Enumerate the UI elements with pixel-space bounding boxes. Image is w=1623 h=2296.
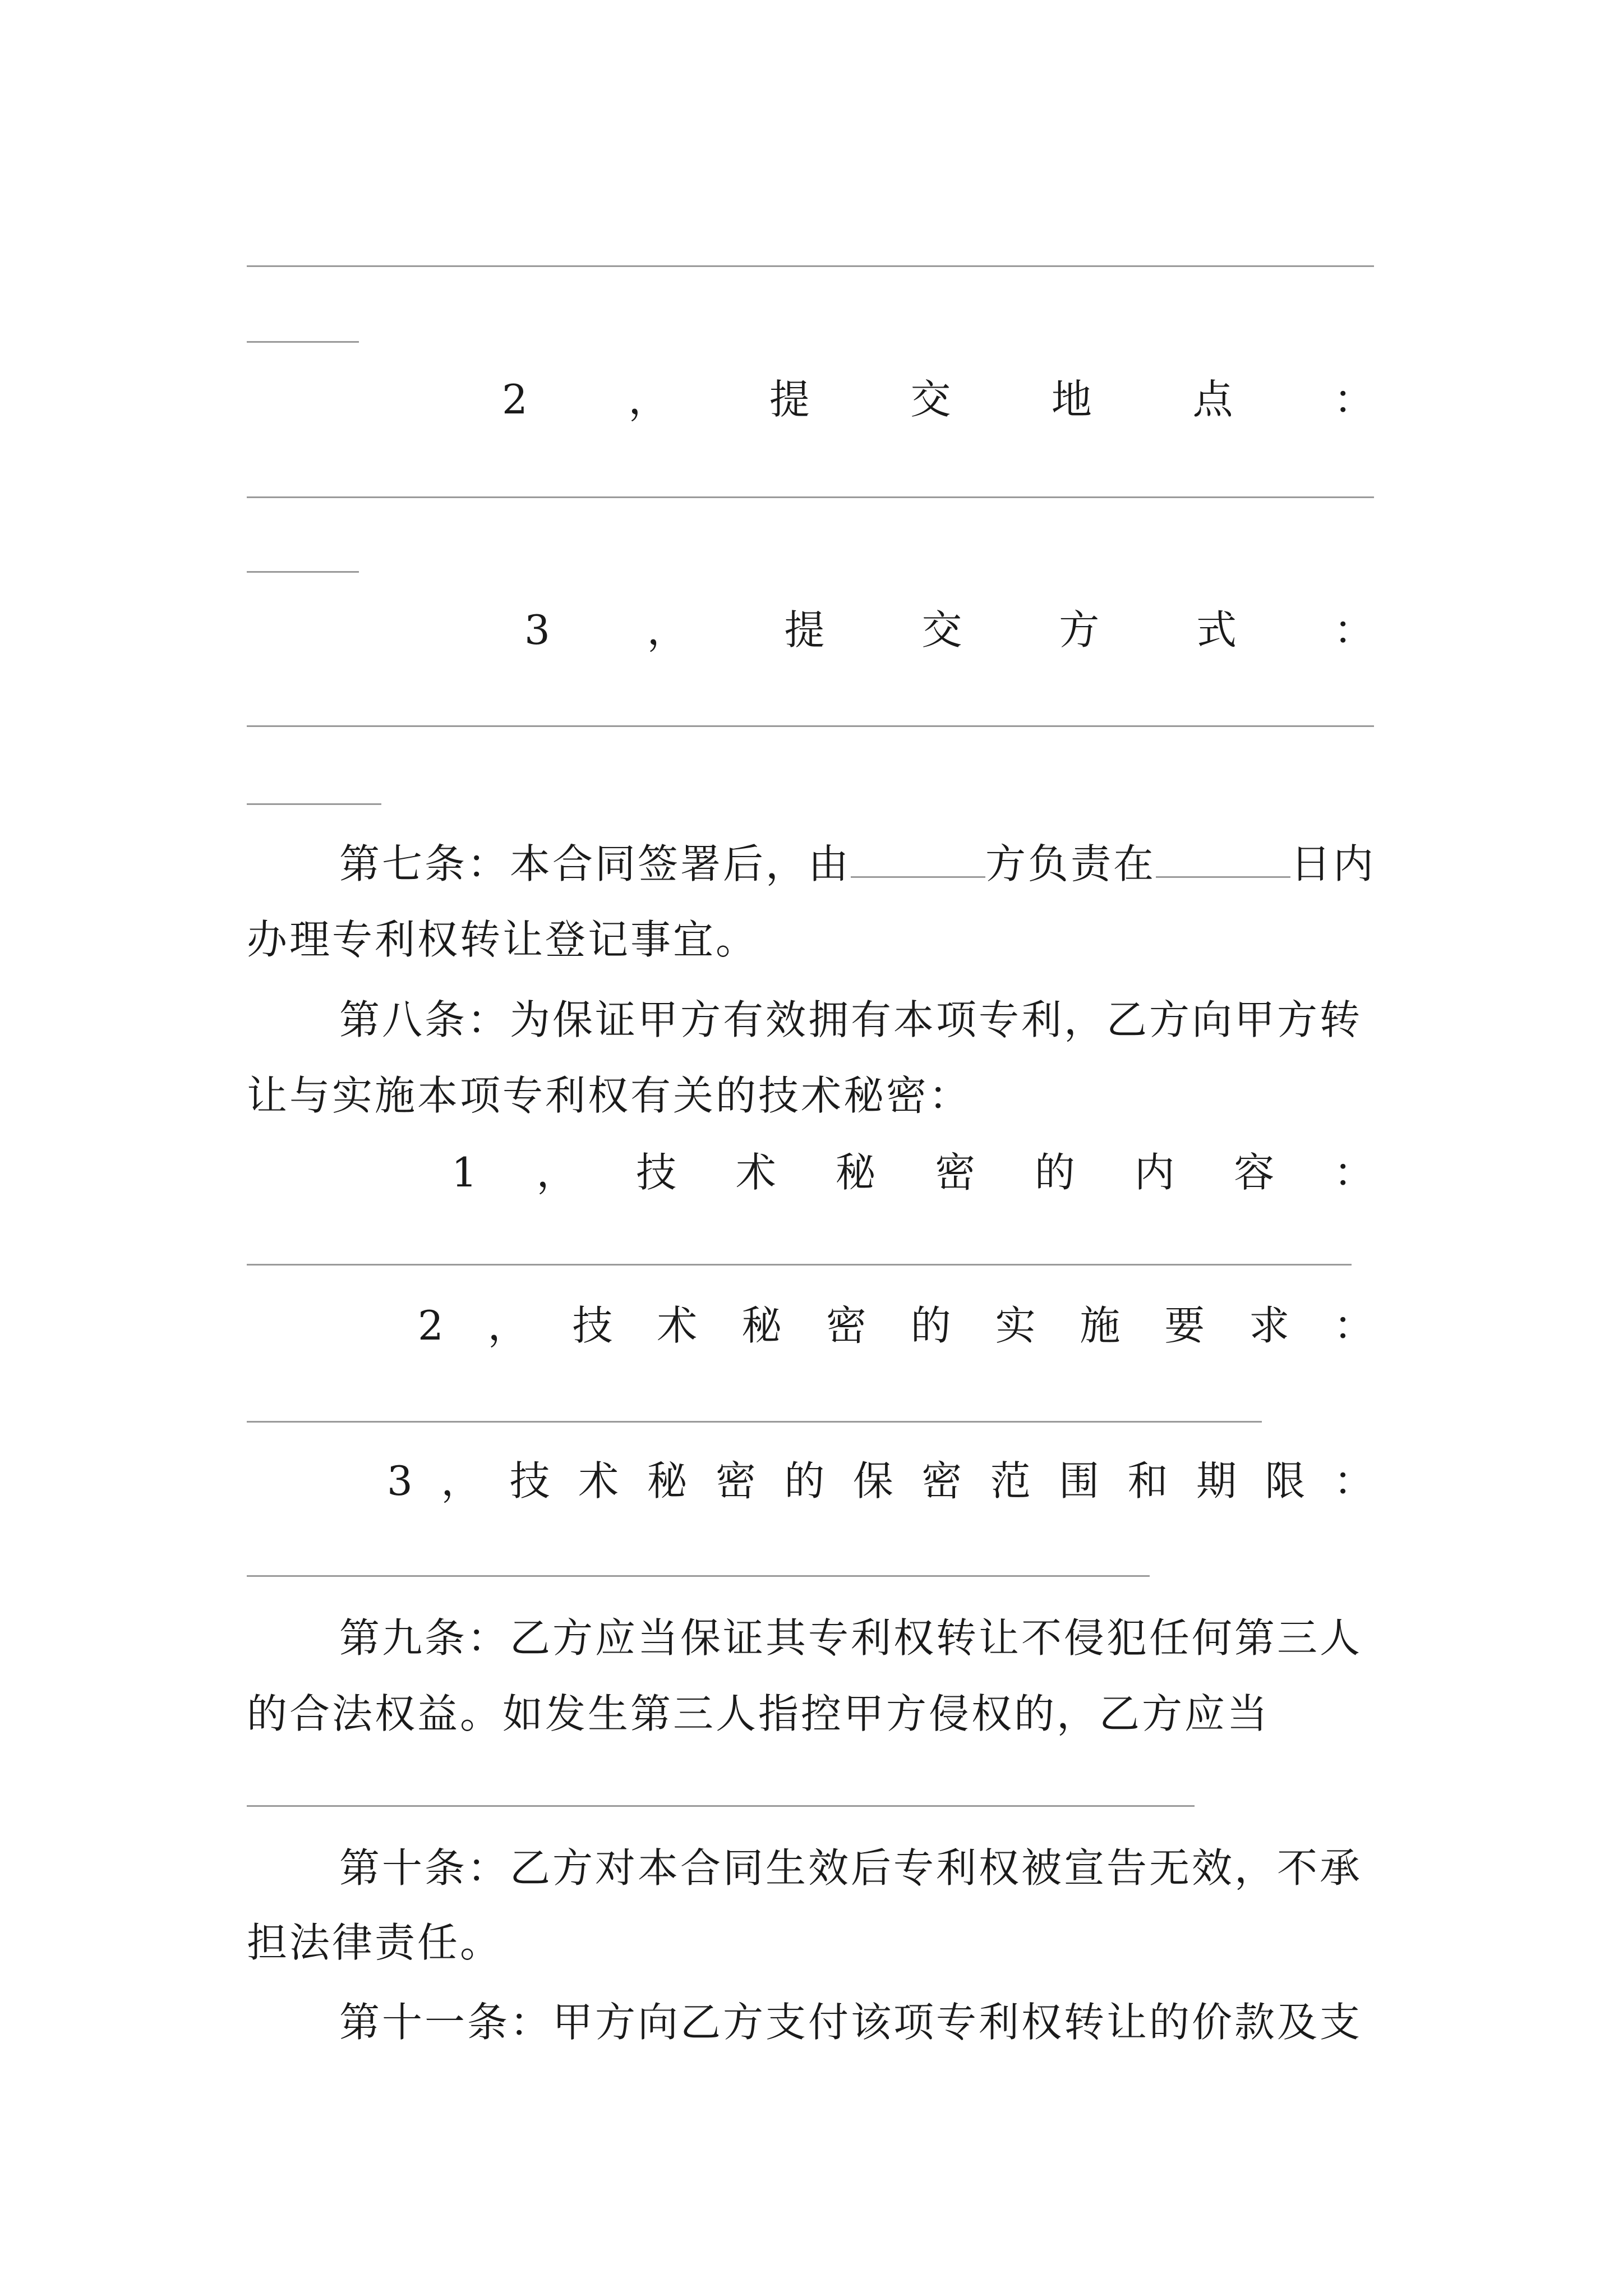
fill-line: [247, 1264, 1352, 1266]
item-number: 2: [502, 376, 528, 423]
article10-line1: 第十条：乙方对本合同生效后专利权被宣告无效，不承: [339, 1844, 1363, 1892]
char: 交: [921, 606, 962, 654]
submit-place-line: [502, 371, 1374, 427]
item-number: 3: [524, 606, 550, 654]
char: 交: [910, 376, 951, 423]
char: 方: [1059, 606, 1100, 654]
article7-line1: 第七条：本合同签署后，由 方负责在 日内: [339, 836, 1376, 892]
comma: ，: [647, 606, 688, 654]
secret-requirements-line: 2 ， 技 术 秘 密 的 实 施 要 求 ：: [418, 1302, 1374, 1349]
responsible-party-blank: [851, 836, 985, 878]
comma: ，: [628, 376, 669, 423]
days-blank: [1156, 836, 1290, 878]
char: 点: [1192, 376, 1233, 423]
article9-line2: 的合法权益。如发生第三人指控甲方侵权的，乙方应当: [247, 1690, 1270, 1737]
secret-scope-line: 3 ， 技 术 秘 密 的 保 密 范 围 和 期 限 ：: [387, 1457, 1374, 1504]
submit-method-line: [524, 602, 1374, 658]
char: 提: [769, 376, 810, 423]
fill-line: [247, 725, 1374, 727]
char: 式: [1196, 606, 1237, 654]
article11-line1: 第十一条：甲方向乙方支付该项专利权转让的价款及支: [339, 1999, 1363, 2046]
fill-line: [247, 265, 1374, 267]
fill-line: [247, 496, 1374, 498]
fill-line-tail: [247, 571, 359, 573]
colon: ：: [1333, 606, 1374, 654]
fill-line-tail: [247, 341, 359, 343]
secret-content-line: 1 ， 技 术 秘 密 的 内 容 ：: [451, 1149, 1374, 1196]
article9-line1: 第九条：乙方应当保证其专利权转让不侵犯任何第三人: [339, 1614, 1363, 1662]
article8-line1: 第八条：为保证甲方有效拥有本项专利，乙方向甲方转: [339, 996, 1363, 1043]
article7-line2: 办理专利权转让登记事宜。: [247, 916, 759, 963]
article8-line2: 让与实施本项专利权有关的技术秘密：: [247, 1072, 972, 1119]
fill-line: [247, 1575, 1150, 1577]
colon: ：: [1333, 376, 1374, 423]
article10-line2: 担法律责任。: [247, 1919, 503, 1966]
fill-line: [247, 1805, 1195, 1807]
fill-line-tail: [247, 803, 381, 805]
char: 地: [1051, 376, 1092, 423]
char: 提: [784, 606, 825, 654]
fill-line: [247, 1421, 1262, 1423]
